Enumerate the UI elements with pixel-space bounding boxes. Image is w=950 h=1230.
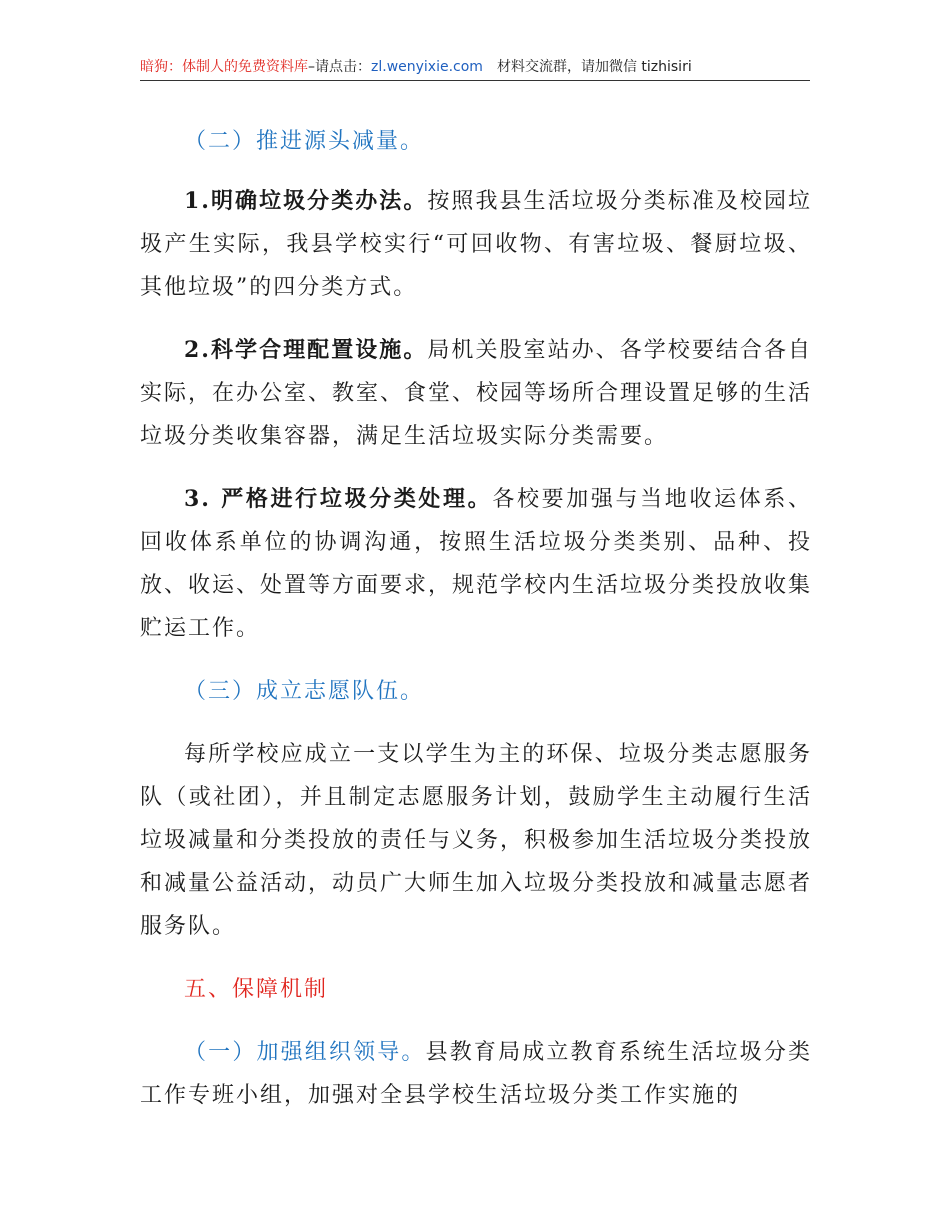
subheading-source-reduction: （二）推进源头减量。 xyxy=(184,129,425,154)
section-heading-safeguards: 五、保障机制 xyxy=(184,977,329,1002)
item-2-text: 局机关股室站办、各学校要结合各自实际，在办公室、教室、食堂、校园等场所合理设置足够的生活垃圾分类收集容器，满足生活垃圾实际分类需要。 xyxy=(140,338,813,449)
header-url-link[interactable]: zl.wenyixie.com xyxy=(371,59,483,75)
paragraph-item-2 xyxy=(140,329,812,458)
item-3-text: 各校要加强与当地收运体系、回收体系单位的协调沟通，按照生活垃圾分类类别、品种、投放、收运、处置等方面要求，规范学校内生活垃圾分类投放收集贮运工作。 xyxy=(140,487,813,641)
subheading-leadership: （一）加强组织领导。 xyxy=(184,1040,426,1065)
item-3-title: 3. 严格进行垃圾分类处理。 xyxy=(184,486,493,512)
page-header xyxy=(140,56,810,81)
header-brand: 暗狗：体制人的免费资料库 xyxy=(140,59,308,75)
paragraph-item-1 xyxy=(140,180,812,309)
subheading-volunteer-team: （三）成立志愿队伍。 xyxy=(184,679,425,704)
header-prompt: –请点击： xyxy=(308,59,371,75)
paragraph-leadership xyxy=(140,1031,812,1117)
item-2-title: 2.科学合理配置设施。 xyxy=(184,337,428,363)
paragraph-item-3 xyxy=(140,478,812,650)
document-body xyxy=(140,120,812,1117)
header-group-info: 材料交流群，请加微信 tizhisiri xyxy=(496,59,692,75)
paragraph-volunteer: 每所学校应成立一支以学生为主的环保、垃圾分类志愿服务队（或社团），并且制定志愿服务计划，鼓励学生主动履行生活垃圾减量和分类投放的责任与义务，积极参加生活垃圾分类投放和减量公益活动，动员广大师生加入垃圾分类投放和减量志愿者服务队。 xyxy=(140,742,813,939)
item-1-text: 按照我县生活垃圾分类标准及校园垃圾产生实际，我县学校实行“可回收物、有害垃圾、餐厨垃圾、其他垃圾”的四分类方式。 xyxy=(140,189,812,300)
item-1-title: 1.明确垃圾分类办法。 xyxy=(184,188,428,214)
leadership-text: 县教育局成立教育系统生活垃圾分类工作专班小组，加强对全县学校生活垃圾分类工作实施的 xyxy=(140,1040,812,1108)
